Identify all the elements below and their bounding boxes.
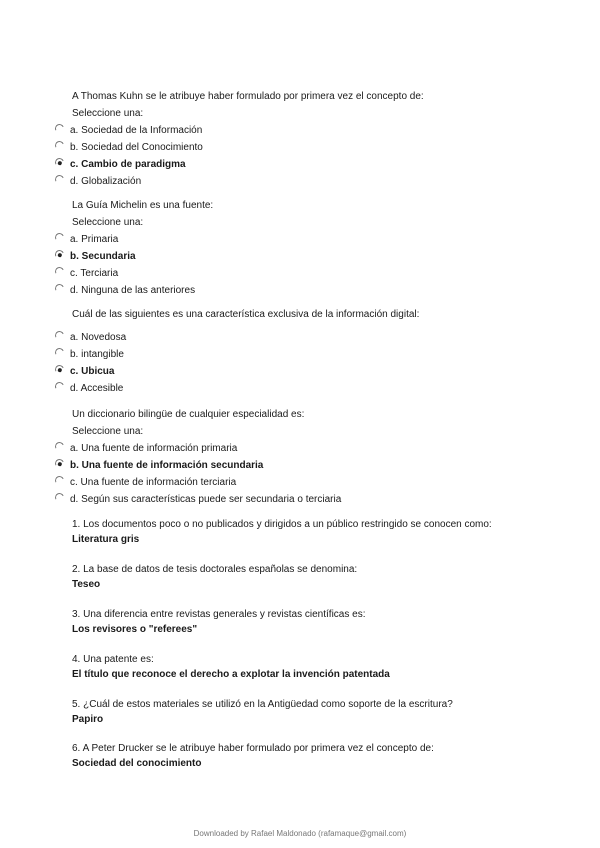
option-d[interactable] xyxy=(70,282,575,299)
option-label: a. Sociedad de la Información xyxy=(70,125,203,136)
short-question: 3. Una diferencia entre revistas generales y revistas científicas es: xyxy=(72,609,366,620)
question-text: A Thomas Kuhn se le atribuye haber formulado por primera vez el concepto de: xyxy=(72,91,424,102)
question-block-2 xyxy=(55,197,575,299)
option-b[interactable] xyxy=(70,248,575,265)
radio-icon[interactable] xyxy=(54,140,66,152)
question-text: Un diccionario bilingüe de cualquier especialidad es: xyxy=(72,409,305,420)
radio-selected-icon[interactable] xyxy=(54,458,66,470)
select-prompt: Seleccione una: xyxy=(72,426,144,437)
option-c[interactable] xyxy=(70,156,575,173)
option-b[interactable] xyxy=(70,139,575,156)
option-label: d. Accesible xyxy=(70,383,124,394)
option-label: b. intangible xyxy=(70,349,124,360)
option-label: c. Terciaria xyxy=(70,268,119,279)
option-label: b. Secundaria xyxy=(70,251,136,262)
option-label: c. Una fuente de información terciaria xyxy=(70,477,237,488)
radio-icon[interactable] xyxy=(54,330,66,342)
option-d[interactable] xyxy=(70,491,575,508)
select-prompt: Seleccione una: xyxy=(72,217,144,228)
option-label: c. Cambio de paradigma xyxy=(70,159,186,170)
short-question: 2. La base de datos de tesis doctorales españolas se denomina: xyxy=(72,564,358,575)
short-question: 1. Los documentos poco o no publicados y dirigidos a un público restringido se conocen como: xyxy=(72,519,492,530)
option-label: b. Sociedad del Conocimiento xyxy=(70,142,203,153)
question-block-4 xyxy=(55,406,575,508)
radio-icon[interactable] xyxy=(54,381,66,393)
short-answer-6 xyxy=(72,741,572,771)
question-block-1 xyxy=(55,88,575,190)
short-question: 4. Una patente es: xyxy=(72,654,154,665)
option-c[interactable] xyxy=(70,363,575,380)
radio-selected-icon[interactable] xyxy=(54,157,66,169)
option-label: b. Una fuente de información secundaria xyxy=(70,460,264,471)
short-answer: Papiro xyxy=(72,714,104,725)
short-question: 5. ¿Cuál de estos materiales se utilizó en la Antigüedad como soporte de la escritura? xyxy=(72,699,453,710)
radio-selected-icon[interactable] xyxy=(54,249,66,261)
radio-icon[interactable] xyxy=(54,441,66,453)
short-answer: Literatura gris xyxy=(72,534,140,545)
option-a[interactable] xyxy=(70,440,575,457)
option-d[interactable] xyxy=(70,380,575,397)
question-text: La Guía Michelin es una fuente: xyxy=(72,200,214,211)
option-a[interactable] xyxy=(70,122,575,139)
option-label: c. Ubicua xyxy=(70,366,115,377)
radio-icon[interactable] xyxy=(54,123,66,135)
radio-icon[interactable] xyxy=(54,283,66,295)
short-question: 6. A Peter Drucker se le atribuye haber formulado por primera vez el concepto de: xyxy=(72,743,434,754)
option-b[interactable] xyxy=(70,457,575,474)
radio-icon[interactable] xyxy=(54,174,66,186)
radio-icon[interactable] xyxy=(54,475,66,487)
option-a[interactable] xyxy=(70,231,575,248)
radio-selected-icon[interactable] xyxy=(54,364,66,376)
download-footer: Downloaded by Rafael Maldonado (rafamaque@gmail.com) xyxy=(193,829,407,838)
short-answer: Teseo xyxy=(72,579,101,590)
question-text: Cuál de las siguientes es una característica exclusiva de la información digital: xyxy=(72,309,420,320)
short-answer-4 xyxy=(72,652,572,682)
option-c[interactable] xyxy=(70,474,575,491)
radio-icon[interactable] xyxy=(54,492,66,504)
question-block-3 xyxy=(55,306,575,397)
short-answer: Los revisores o "referees" xyxy=(72,624,198,635)
option-label: a. Novedosa xyxy=(70,332,127,343)
short-answer-2 xyxy=(72,562,572,592)
option-label: d. Ninguna de las anteriores xyxy=(70,285,196,296)
short-answer-3 xyxy=(72,607,572,637)
short-answer: El título que reconoce el derecho a explotar la invención patentada xyxy=(72,669,390,680)
option-b[interactable] xyxy=(70,346,575,363)
option-label: a. Una fuente de información primaria xyxy=(70,443,238,454)
option-label: d. Globalización xyxy=(70,176,142,187)
select-prompt: Seleccione una: xyxy=(72,108,144,119)
option-label: a. Primaria xyxy=(70,234,119,245)
option-c[interactable] xyxy=(70,265,575,282)
option-label: d. Según sus características puede ser secundaria o terciaria xyxy=(70,494,342,505)
short-answer-5 xyxy=(72,697,572,727)
short-answer-1 xyxy=(72,517,572,547)
short-answer: Sociedad del conocimiento xyxy=(72,758,202,769)
option-d[interactable] xyxy=(70,173,575,190)
radio-icon[interactable] xyxy=(54,232,66,244)
radio-icon[interactable] xyxy=(54,347,66,359)
option-a[interactable] xyxy=(70,329,575,346)
radio-icon[interactable] xyxy=(54,266,66,278)
